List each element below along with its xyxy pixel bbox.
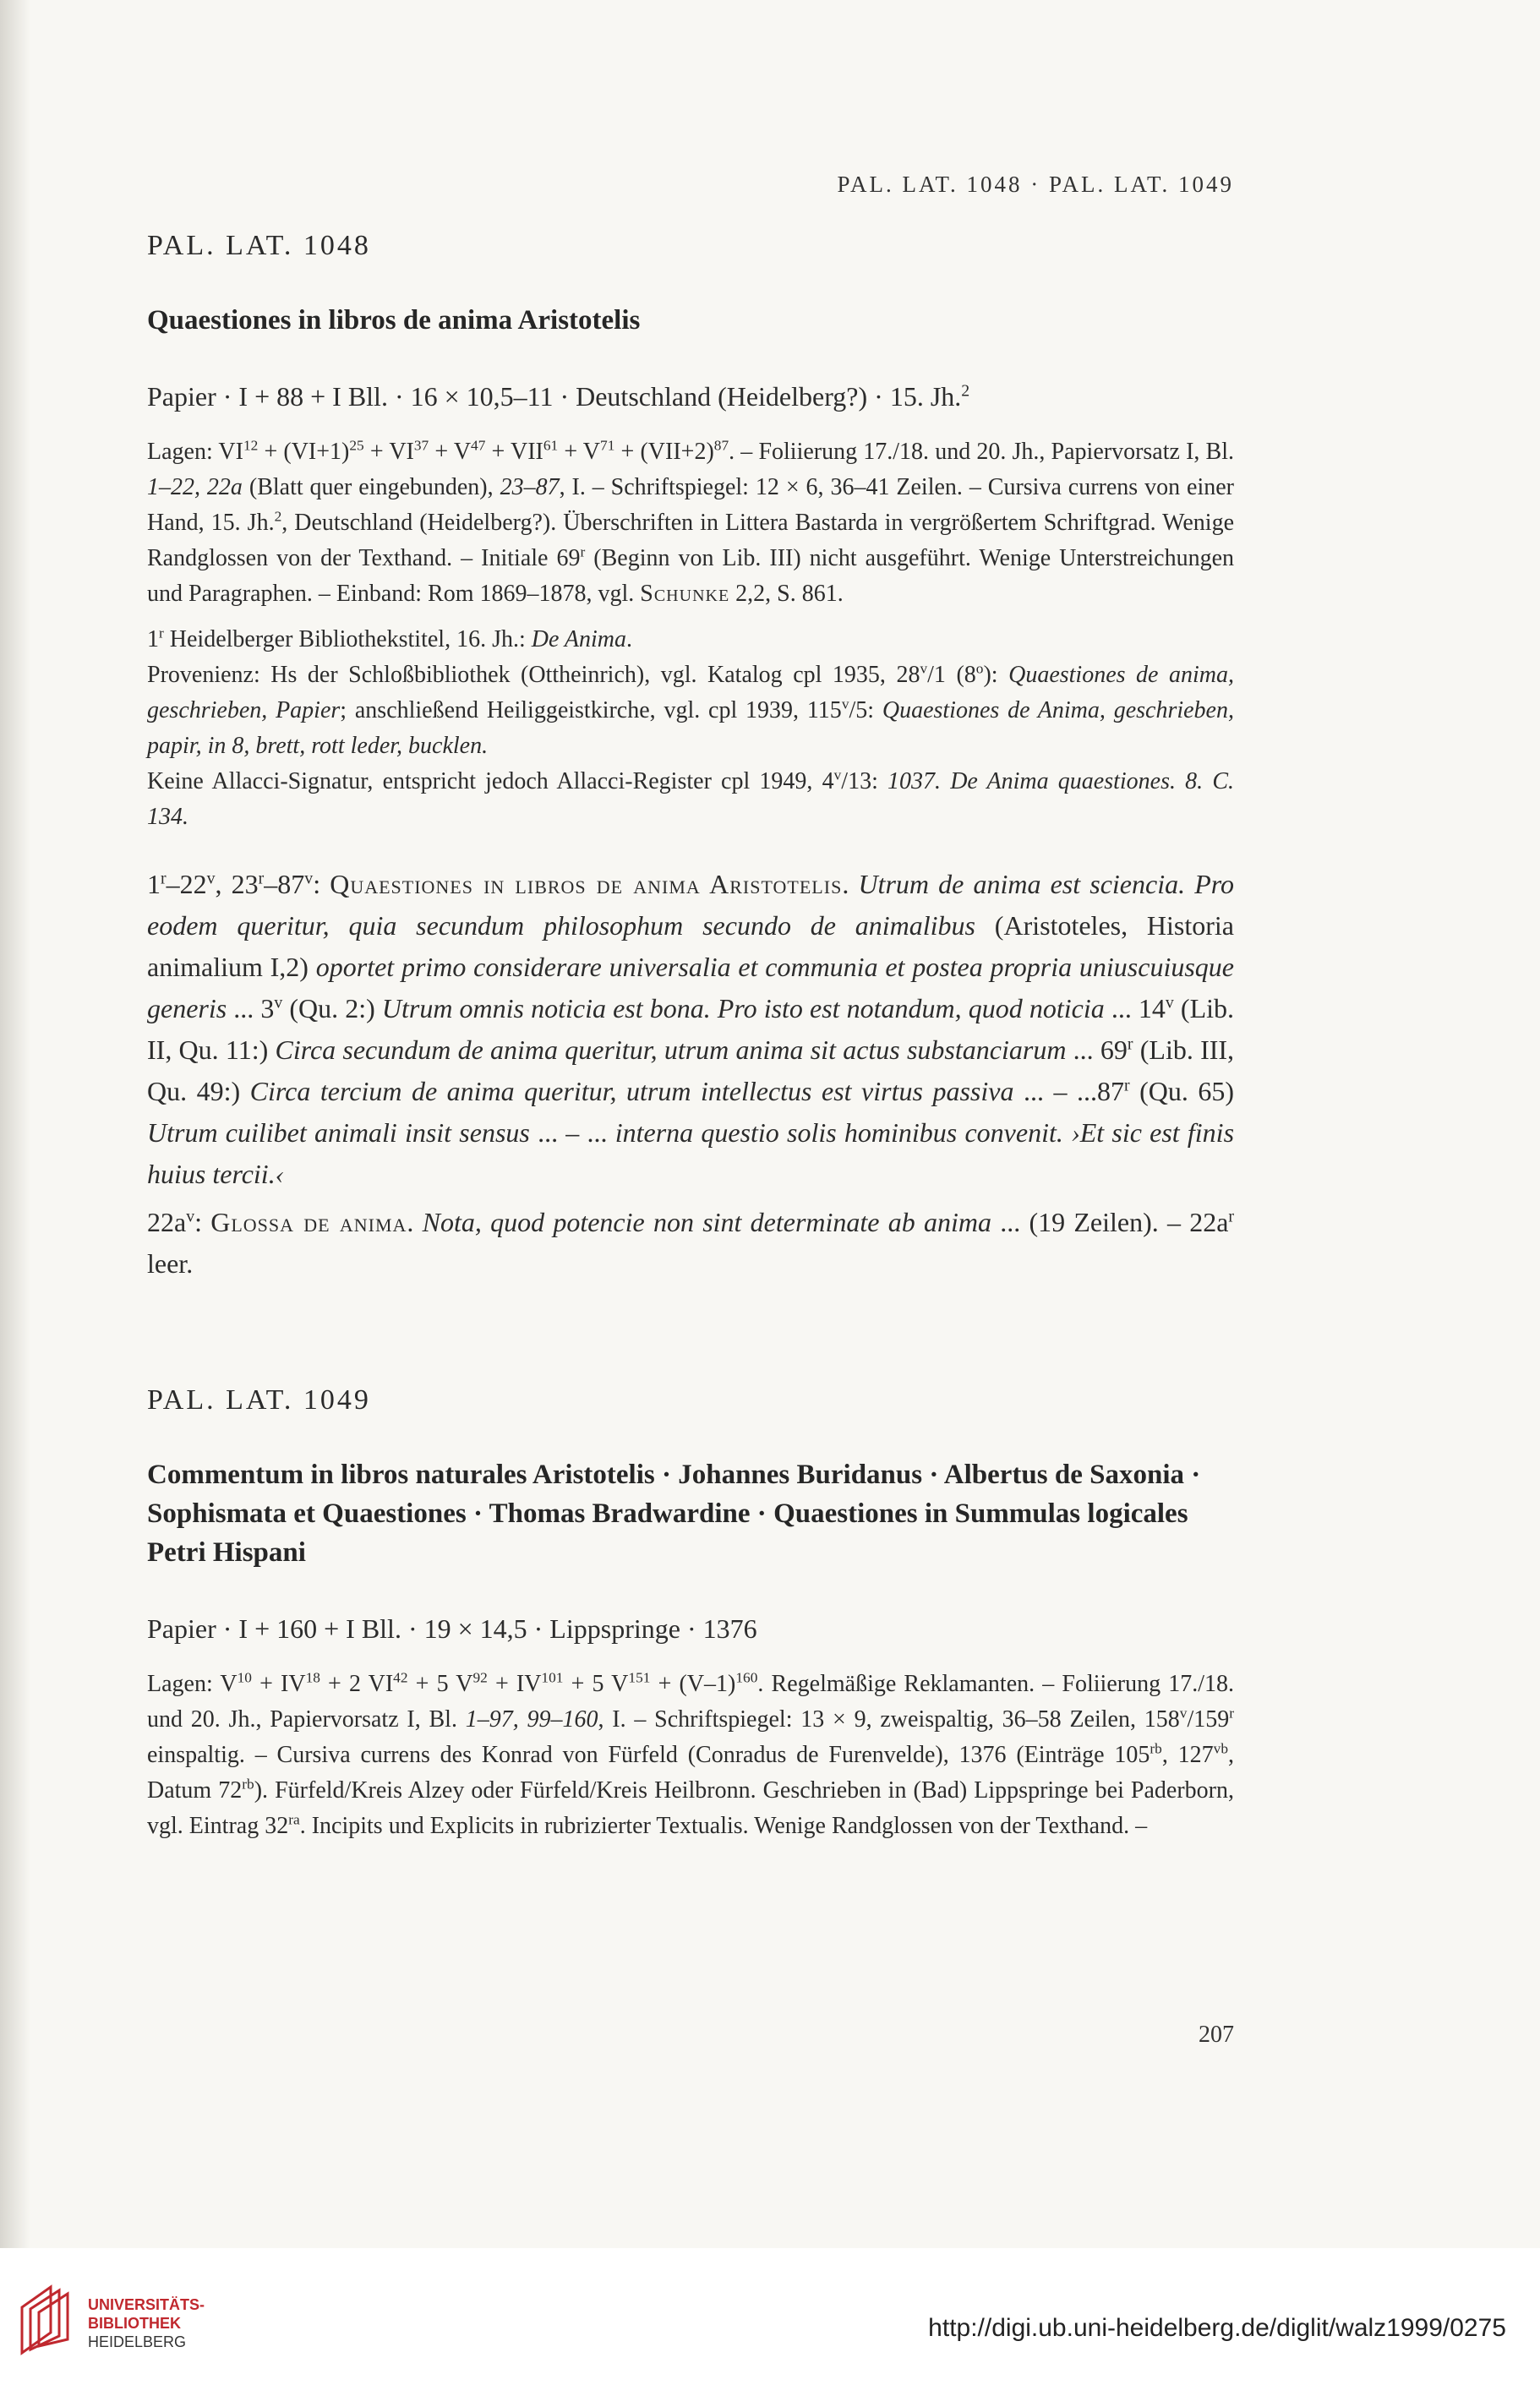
library-name-line1: UNIVERSITÄTS- [88, 2296, 205, 2313]
glossa-paragraph-1048: $22a^v$: Glossa de anima. Nota, quod potencie non sint determinate ab anima ... (19 Zeilen). – $22a^r$ leer. [147, 1207, 1234, 1279]
shelfmark-1049: PAL. LAT. 1049 [147, 1384, 371, 1416]
library-logo-icon [17, 2282, 74, 2358]
title-1049: Commentum in libros naturales Aristotelis · Johannes Buridanus · Albertus de Saxonia · Sophismata et Quaestiones · Thomas Bradwardine · Quaestiones in Summulas logicales Petri Hispani [147, 1460, 1201, 1568]
library-name [88, 2295, 205, 2351]
contents-paragraph-1048: 1$^r$–22$^v$, 23$^r$–87$^v$: Quaestiones in libros de anima Aristotelis. Utrum de anima est sciencia. Pro eodem queritur, quia secundum philosophum secundo de animalibus (Aristoteles, Historia animalium I,2) oportet primo considerare universalia et communia et postea propria uniuscuiusque generis ... 3$^v$ (Qu. 2:) Utrum omnis noticia est bona. Pro isto est notandum, quod noticia ... 14$^v$ (Lib. II, Qu. 11:) Circa secundum de anima queritur, utrum anima sit actus substanciarum ... 69$^r$ (Lib. III, Qu. 49:) Circa tercium de anima queritur, utrum intellectus est virtus passiva ... – ...87$^r$ (Qu. 65) Utrum cuilibet animali insit sensus ... – ... interna questio solis hominibus convenit. ›Et sic est finis huius tercii.‹ [147, 869, 1235, 1189]
physical-text: Papier · I + 88 + I Bll. · 16 × 10,5–11 · Deutschland (Heidelberg?) · 15. Jh. [147, 381, 962, 412]
physical-description-1048 [147, 377, 1234, 416]
library-name-line3: HEIDELBERG [88, 2333, 187, 2350]
page-number: 207 [1199, 2022, 1234, 2048]
title-1048: Quaestiones in libros de anima Aristotelis [147, 305, 641, 336]
running-head: PAL. LAT. 1048 · PAL. LAT. 1049 [837, 172, 1234, 197]
source-url-link[interactable]: http://digi.ub.uni-heidelberg.de/diglit/walz1999/0275 [928, 2314, 1506, 2342]
library-name-line2: BIBLIOTHEK [88, 2315, 181, 2332]
gutter-shadow [0, 0, 30, 2282]
collation-paragraph-1049: Lagen: $V^{10} + IV^{18} + 2$ $VI^{42} + 5$ $V^{92} + IV^{101} + 5$ $V^{151} + (V-1)^{160}$. Regelmäßige Reklamanten. – Foliierung 17./18. und 20. Jh., Papiervorsatz I, Bl. 1–97, 99–160, I. – Schriftspiegel: 13 × 9, zweispaltig, 36–58 Zeilen, 158$^v$/159$^r$ einspaltig. – Cursiva currens des Konrad von Fürfeld (Conradus de Furenvelde), 1376 (Einträge $105^{rb}$, $127^{vb}$, Datum $72^{rb}$). Fürfeld/Kreis Alzey oder Fürfeld/Kreis Heilbronn. Geschrieben in (Bad) Lippspringe bei Paderborn, vgl. Eintrag $32^{ra}$. Incipits und Explicits in rubrizierter Textualis. Wenige Randglossen von der Texthand. – [147, 1669, 1235, 1839]
physical-description-1049: Papier · I + 160 + I Bll. · 19 × 14,5 · Lippspringe · 1376 [147, 1613, 757, 1644]
collation-paragraph-1048: Lagen: $VI^{12} + (VI+1)^{25} + VI^{37} + V^{47} + VII^{61} + V^{71} + (VII+2)^{87}$. – Foliierung 17./18. und 20. Jh., Papiervorsatz I, Bl. 1–22, 22a (Blatt quer eingebunden), 23–87, I. – Schriftspiegel: 12 × 6, 36–41 Zeilen. – Cursiva currens von einer Hand, 15. Jh.$^2$, Deutschland (Heidelberg?). Überschriften in Littera Bastarda in vergrößertem Schriftgrad. Wenige Randglossen von der Texthand. – Initiale 69$^r$ (Beginn von Lib. III) nicht ausgeführt. Wenige Unterstreichungen und Paragraphen. – Einband: Rom 1869–1878, vgl. Schunke 2,2, S. 861. [147, 437, 1235, 607]
shelfmark-1048: PAL. LAT. 1048 [147, 230, 371, 261]
physical-footnote: 2 [961, 381, 970, 401]
provenance-paragraph-1048: 1$^r$ Heidelberger Bibliothekstitel, 16. Jh.: De Anima. Provenienz: Hs der Schloßbibliothek (Ottheinrich), vgl. Katalog cpl 1935, 28$^v$/1 (8$^o$): Quaestiones de anima, geschrieben, Papier; anschließend Heiliggeistkirche, vgl. cpl 1939, 115$^v$/5: Quaestiones de Anima, geschrieben, papir, in 8, brett, rott leder, bucklen. Keine Allacci-Signatur, entspricht jedoch Allacci-Register cpl 1949, 4$^v$/13: 1037. De Anima quaestiones. 8. C. 134. [147, 625, 1235, 830]
catalogue-content [147, 221, 1234, 1854]
